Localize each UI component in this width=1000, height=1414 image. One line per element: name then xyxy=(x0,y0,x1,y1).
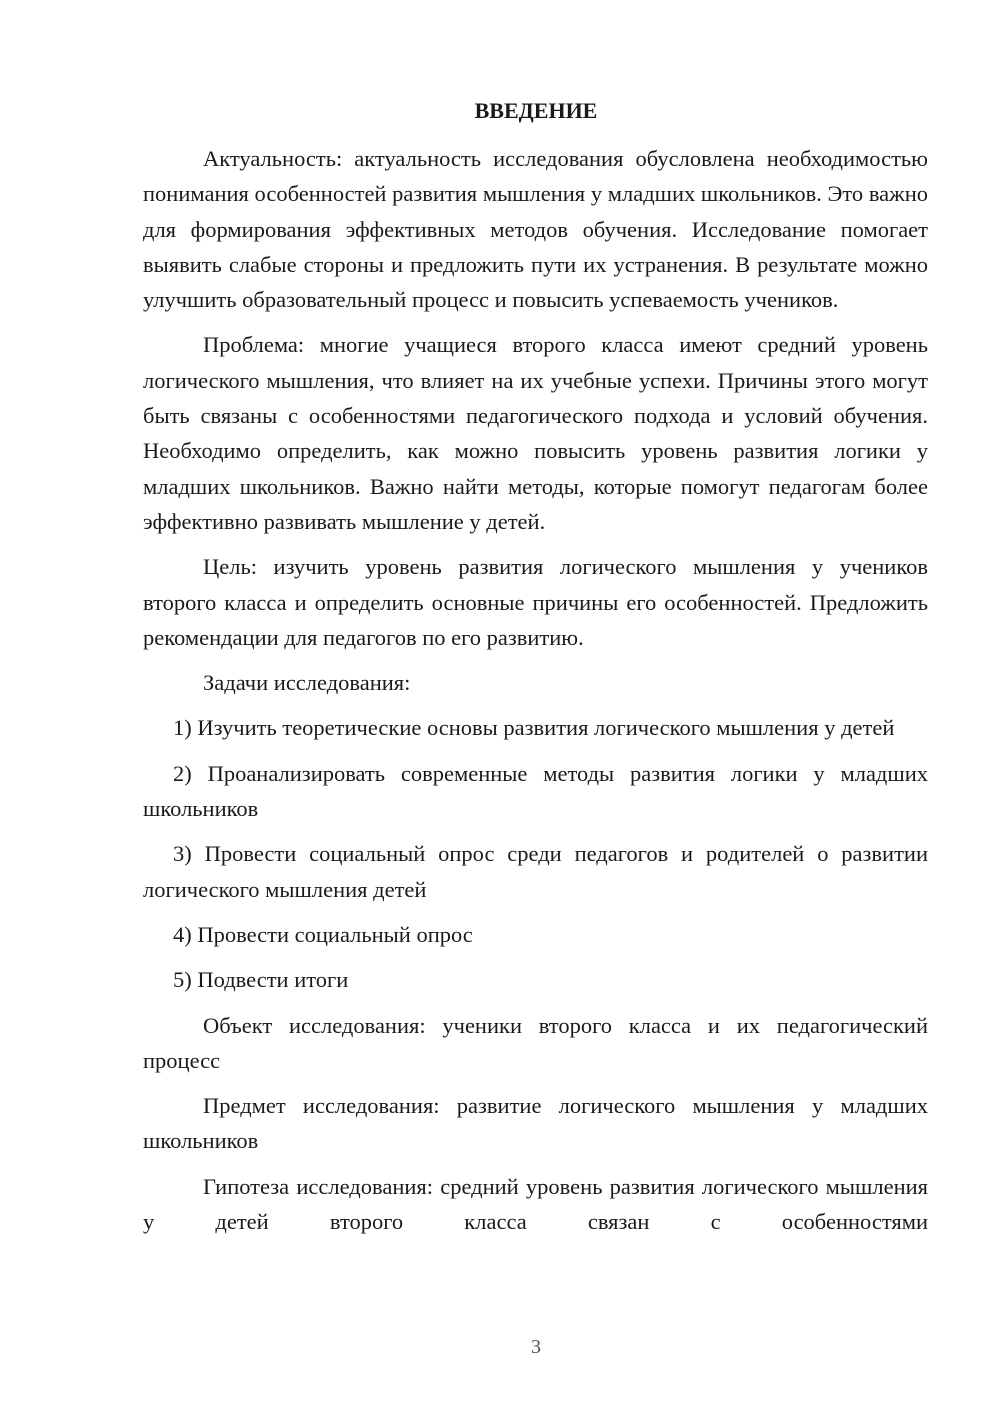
paragraph-object: Объект исследования: ученики второго класса и их педагогический процесс xyxy=(143,1012,928,1073)
page-number: 3 xyxy=(531,1336,541,1358)
paragraph-hypothesis: Гипотеза исследования: средний уровень развития логического мышления у детей второго класса связан с особенностями xyxy=(143,1173,928,1235)
document-body xyxy=(143,141,928,1249)
section-heading: ВВЕДЕНИЕ xyxy=(474,98,598,123)
task-item-1: 1) Изучить теоретические основы развития логического мышления у детей xyxy=(173,715,895,741)
paragraph-subject: Предмет исследования: развитие логического мышления у младших школьников xyxy=(143,1093,928,1154)
paragraph-tasks-heading: Задачи исследования: xyxy=(203,670,411,696)
task-item-2: 2) Проанализировать современные методы развития логики у младших школьников xyxy=(143,760,928,822)
paragraph-relevance: Актуальность: актуальность исследования обусловлена необходимостью понимания особенностей развития мышления у младших школьников. Это важно для формирования эффективных методов обучения. Исследование помогает выявить слабые стороны и предложить пути их устранения. В результате можно улучшить образовательный процесс и повысить успеваемость учеников. xyxy=(143,146,928,313)
task-item-5: 5) Подвести итоги xyxy=(173,967,349,993)
task-item-4: 4) Провести социальный опрос xyxy=(173,921,473,947)
paragraph-problem: Проблема: многие учащиеся второго класса имеют средний уровень логического мышления, что влияет на их учебные успехи. Причины этого могут быть связаны с особенностями педагогического подхода и условий обучения. Необходимо определить, как можно повысить уровень развития логики у младших школьников. Важно найти методы, которые помогут педагогам более эффективно развивать мышление у детей. xyxy=(143,332,928,534)
paragraph-goal: Цель: изучить уровень развития логического мышления у учеников второго класса и определить основные причины его особенностей. Предложить рекомендации для педагогов по его развитию. xyxy=(143,554,928,650)
task-item-3: 3) Провести социальный опрос среди педагогов и родителей о развитии логического мышления детей xyxy=(143,841,928,902)
